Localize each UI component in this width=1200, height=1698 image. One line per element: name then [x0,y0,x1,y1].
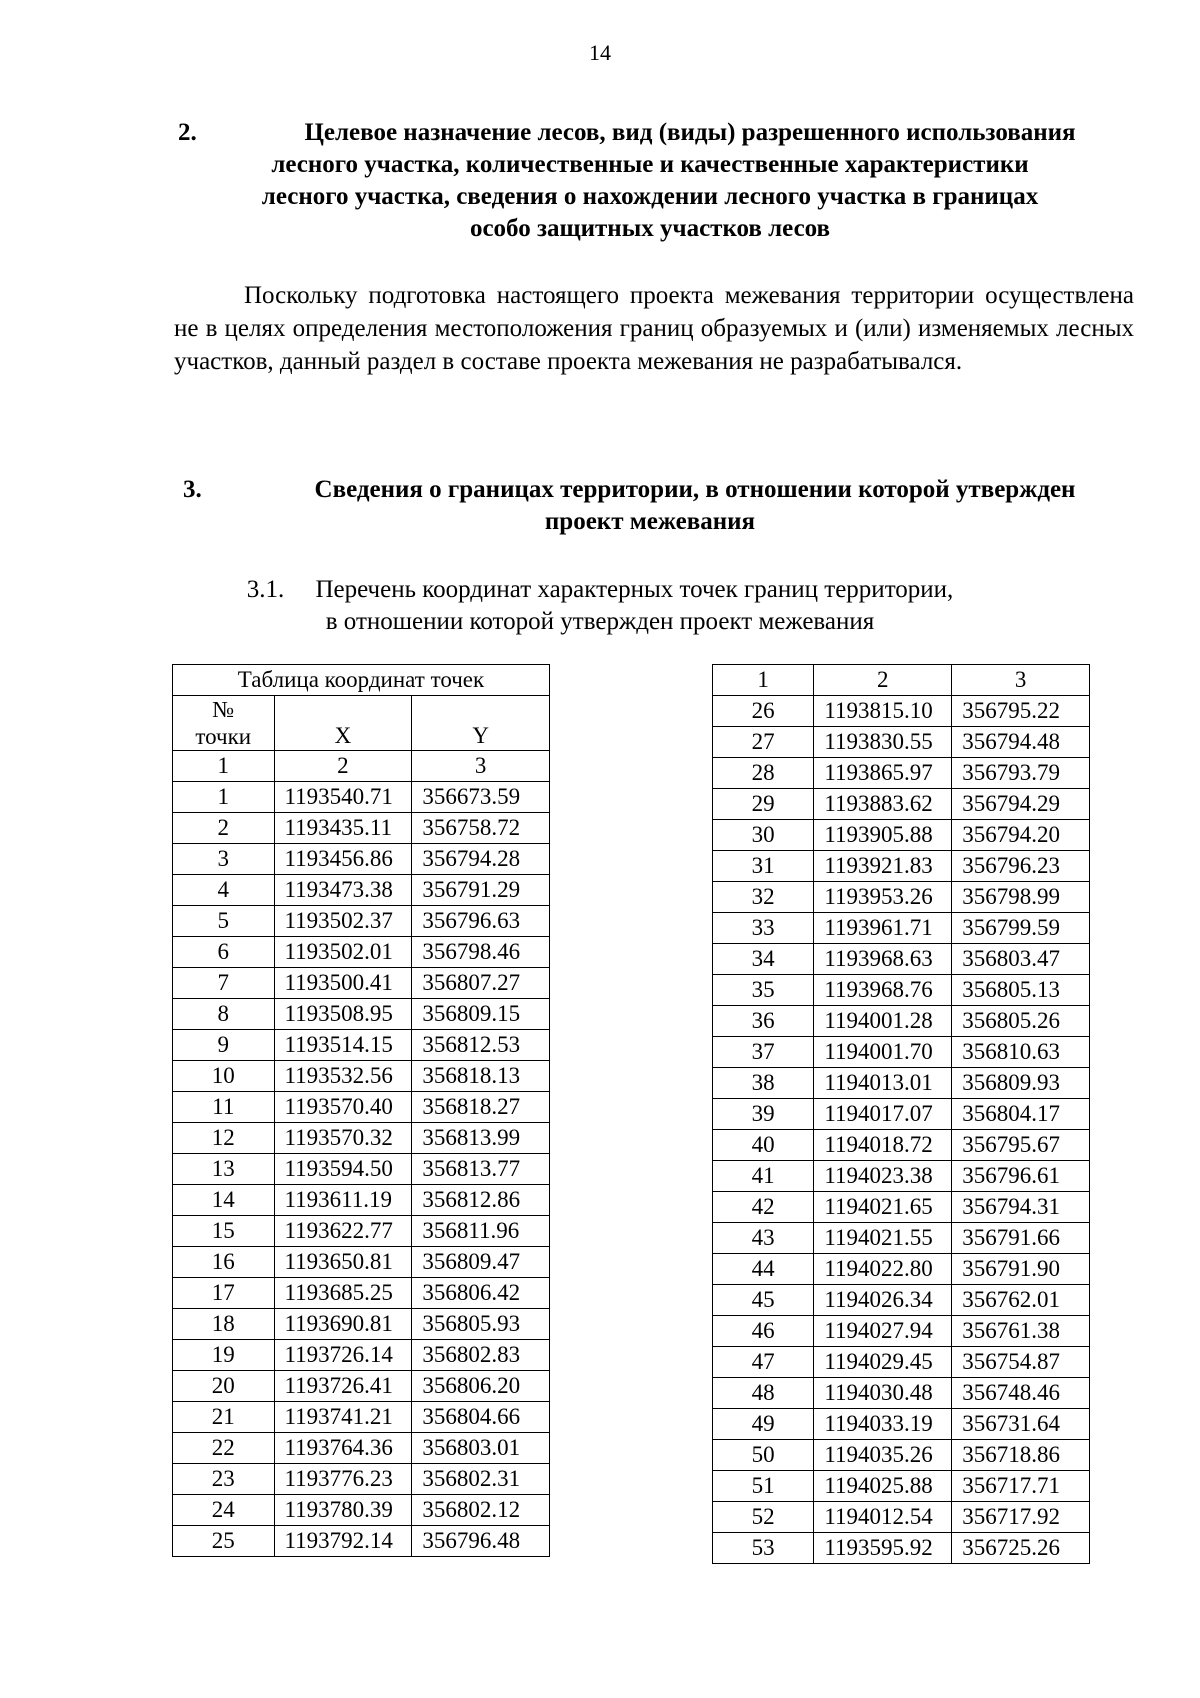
table-row [713,727,1090,758]
table-row [713,1316,1090,1347]
y-coordinate-cell: 356793.79 [952,758,1090,789]
table-row [713,851,1090,882]
section-3-number: 3. [183,476,202,503]
y-coordinate-cell: 356796.61 [952,1161,1090,1192]
x-coordinate-cell: 1193435.11 [274,813,412,844]
y-coordinate-cell: 356762.01 [952,1285,1090,1316]
point-number-cell: 44 [713,1254,814,1285]
table-row [713,1161,1090,1192]
point-number-cell: 14 [173,1185,275,1216]
y-coordinate-cell: 356717.92 [952,1502,1090,1533]
table-row [173,1030,550,1061]
y-coordinate-cell: 356718.86 [952,1440,1090,1471]
table-row [713,820,1090,851]
x-coordinate-cell: 1194021.55 [814,1223,952,1254]
table-row [713,1533,1090,1564]
table-row [713,1378,1090,1409]
x-coordinate-cell: 1194022.80 [814,1254,952,1285]
y-coordinate-cell: 356802.83 [412,1340,550,1371]
x-coordinate-cell: 1193776.23 [274,1464,412,1495]
y-coordinate-cell: 356809.15 [412,999,550,1030]
point-number-cell: 45 [713,1285,814,1316]
y-coordinate-cell: 356809.47 [412,1247,550,1278]
table-row [173,782,550,813]
point-number-cell: 21 [173,1402,275,1433]
y-coordinate-cell: 356794.28 [412,844,550,875]
subsection-3-1-line-1 [0,574,1200,606]
table-caption: Таблица координат точек [173,665,550,696]
y-coordinate-cell: 356725.26 [952,1533,1090,1564]
table-row [713,1471,1090,1502]
x-coordinate-cell: 1194033.19 [814,1409,952,1440]
x-coordinate-cell: 1193595.92 [814,1533,952,1564]
y-coordinate-cell: 356795.22 [952,696,1090,727]
y-coordinate-cell: 356802.31 [412,1464,550,1495]
coordinates-table-left [172,664,550,1557]
x-coordinate-cell: 1193764.36 [274,1433,412,1464]
column-number-row [173,751,550,782]
section-2-title-line-3: лесного участка, сведения о нахождении лесного участка в границах [261,183,1039,210]
x-coordinate-cell: 1194017.07 [814,1099,952,1130]
column-number-3: 3 [412,751,550,782]
table-row [713,1223,1090,1254]
subsection-3-1-number: 3.1. [246,576,285,603]
table-row [173,968,550,999]
table-header-row [173,696,550,751]
x-coordinate-cell: 1193502.01 [274,937,412,968]
y-coordinate-cell: 356794.31 [952,1192,1090,1223]
y-coordinate-cell: 356805.93 [412,1309,550,1340]
x-coordinate-cell: 1193921.83 [814,851,952,882]
table-row [713,758,1090,789]
x-coordinate-cell: 1193905.88 [814,820,952,851]
table-row [713,1254,1090,1285]
x-coordinate-cell: 1193741.21 [274,1402,412,1433]
point-number-cell: 52 [713,1502,814,1533]
y-coordinate-cell: 356799.59 [952,913,1090,944]
section-2-title-line-4: особо защитных участков лесов [469,215,831,242]
section-3-title-line-1: Сведения о границах территории, в отношении которой утвержден [314,476,1076,503]
table-row [173,1185,550,1216]
x-coordinate-cell: 1193650.81 [274,1247,412,1278]
table-row [173,844,550,875]
column-number-row [713,665,1090,696]
y-coordinate-cell: 356796.63 [412,906,550,937]
point-number-cell: 13 [173,1154,275,1185]
x-coordinate-cell: 1193968.76 [814,975,952,1006]
table-row [713,975,1090,1006]
x-coordinate-cell: 1194025.88 [814,1471,952,1502]
coordinates-table-right [712,664,1090,1564]
x-coordinate-cell: 1193532.56 [274,1061,412,1092]
page-number: 14 [589,40,611,65]
table-row [713,696,1090,727]
section-2-number: 2. [178,119,197,146]
x-coordinate-cell: 1194021.65 [814,1192,952,1223]
section-3-heading [0,474,1200,544]
column-number-3: 3 [952,665,1090,696]
y-coordinate-cell: 356804.17 [952,1099,1090,1130]
table-row [713,882,1090,913]
point-number-cell: 23 [173,1464,275,1495]
point-number-cell: 8 [173,999,275,1030]
column-number-2: 2 [274,751,412,782]
y-coordinate-cell: 356811.96 [412,1216,550,1247]
table-row [173,1433,550,1464]
point-number-cell: 41 [713,1161,814,1192]
point-number-cell: 29 [713,789,814,820]
point-number-cell: 53 [713,1533,814,1564]
point-number-cell: 5 [173,906,275,937]
table-row [173,1495,550,1526]
y-coordinate-cell: 356806.20 [412,1371,550,1402]
point-number-cell: 1 [173,782,275,813]
point-number-cell: 39 [713,1099,814,1130]
point-number-cell: 50 [713,1440,814,1471]
x-coordinate-cell: 1194001.28 [814,1006,952,1037]
table-caption-row [173,665,550,696]
point-label: точки [195,724,252,749]
point-number-cell: 20 [173,1371,275,1402]
table-row [173,1154,550,1185]
x-coordinate-cell: 1193865.97 [814,758,952,789]
y-coordinate-cell: 356798.99 [952,882,1090,913]
x-coordinate-cell: 1193726.14 [274,1340,412,1371]
x-coordinate-cell: 1193500.41 [274,968,412,999]
x-header: X [274,696,412,751]
point-number-cell: 48 [713,1378,814,1409]
table-row [173,1464,550,1495]
y-coordinate-cell: 356810.63 [952,1037,1090,1068]
y-coordinate-cell: 356812.86 [412,1185,550,1216]
point-number-cell: 10 [173,1061,275,1092]
point-number-cell: 9 [173,1030,275,1061]
y-coordinate-cell: 356812.53 [412,1030,550,1061]
x-coordinate-cell: 1193473.38 [274,875,412,906]
table-row [173,813,550,844]
y-coordinate-cell: 356791.66 [952,1223,1090,1254]
y-coordinate-cell: 356803.01 [412,1433,550,1464]
point-number-cell: 19 [173,1340,275,1371]
table-row [713,944,1090,975]
table-row [713,1099,1090,1130]
table-row [173,937,550,968]
x-coordinate-cell: 1194001.70 [814,1037,952,1068]
point-number-cell: 17 [173,1278,275,1309]
point-number-cell: 7 [173,968,275,999]
point-number-cell: 11 [173,1092,275,1123]
y-coordinate-cell: 356796.48 [412,1526,550,1557]
y-coordinate-cell: 356809.93 [952,1068,1090,1099]
point-number-cell: 46 [713,1316,814,1347]
x-coordinate-cell: 1193953.26 [814,882,952,913]
y-coordinate-cell: 356818.13 [412,1061,550,1092]
point-number-cell: 18 [173,1309,275,1340]
table-row [173,1402,550,1433]
table-row [713,1192,1090,1223]
table-row [173,1216,550,1247]
column-number-1: 1 [713,665,814,696]
y-coordinate-cell: 356798.46 [412,937,550,968]
point-number-cell: 26 [713,696,814,727]
y-header: Y [412,696,550,751]
x-coordinate-cell: 1193508.95 [274,999,412,1030]
y-coordinate-cell: 356794.48 [952,727,1090,758]
y-coordinate-cell: 356791.29 [412,875,550,906]
y-coordinate-cell: 356717.71 [952,1471,1090,1502]
table-row [173,875,550,906]
point-number-cell: 27 [713,727,814,758]
x-coordinate-cell: 1193792.14 [274,1526,412,1557]
table-row [173,906,550,937]
section-2-title-line-1: Целевое назначение лесов, вид (виды) разрешенного использования [304,119,1076,146]
table-row [713,1037,1090,1068]
y-coordinate-cell: 356761.38 [952,1316,1090,1347]
y-coordinate-cell: 356791.90 [952,1254,1090,1285]
x-coordinate-cell: 1193570.32 [274,1123,412,1154]
point-number-cell: 4 [173,875,275,906]
x-coordinate-cell: 1193830.55 [814,727,952,758]
y-coordinate-cell: 356805.26 [952,1006,1090,1037]
table-row [173,1526,550,1557]
table-row [173,1340,550,1371]
point-number-cell: 40 [713,1130,814,1161]
y-coordinate-cell: 356758.72 [412,813,550,844]
number-sign: № [212,697,235,722]
y-coordinate-cell: 356804.66 [412,1402,550,1433]
x-coordinate-cell: 1193780.39 [274,1495,412,1526]
point-number-cell: 22 [173,1433,275,1464]
x-coordinate-cell: 1193594.50 [274,1154,412,1185]
point-number-header [173,696,275,751]
y-coordinate-cell: 356754.87 [952,1347,1090,1378]
point-number-cell: 24 [173,1495,275,1526]
table-row [173,1278,550,1309]
y-coordinate-cell: 356802.12 [412,1495,550,1526]
point-number-cell: 36 [713,1006,814,1037]
table-row [713,1440,1090,1471]
y-coordinate-cell: 356806.42 [412,1278,550,1309]
point-number-cell: 25 [173,1526,275,1557]
point-number-cell: 6 [173,937,275,968]
point-number-cell: 28 [713,758,814,789]
x-coordinate-cell: 1193456.86 [274,844,412,875]
section-2-heading [0,117,1200,247]
x-coordinate-cell: 1194027.94 [814,1316,952,1347]
y-coordinate-cell: 356803.47 [952,944,1090,975]
x-coordinate-cell: 1193514.15 [274,1030,412,1061]
point-number-cell: 33 [713,913,814,944]
column-number-2: 2 [814,665,952,696]
point-number-cell: 37 [713,1037,814,1068]
point-number-cell: 30 [713,820,814,851]
point-number-cell: 47 [713,1347,814,1378]
table-row [713,1409,1090,1440]
table-row [713,1068,1090,1099]
table-row [713,789,1090,820]
point-number-cell: 34 [713,944,814,975]
point-number-cell: 32 [713,882,814,913]
column-number-1: 1 [173,751,275,782]
point-number-cell: 38 [713,1068,814,1099]
point-number-cell: 31 [713,851,814,882]
table-row [173,1061,550,1092]
y-coordinate-cell: 356813.99 [412,1123,550,1154]
y-coordinate-cell: 356673.59 [412,782,550,813]
point-number-cell: 49 [713,1409,814,1440]
x-coordinate-cell: 1193685.25 [274,1278,412,1309]
x-coordinate-cell: 1194035.26 [814,1440,952,1471]
section-2-title-line-2: лесного участка, количественные и качественные характеристики [271,151,1029,178]
y-coordinate-cell: 356748.46 [952,1378,1090,1409]
section-2-paragraph [174,279,1134,378]
point-number-cell: 42 [713,1192,814,1223]
x-coordinate-cell: 1193502.37 [274,906,412,937]
table-row [713,1006,1090,1037]
table-row [713,1285,1090,1316]
x-coordinate-cell: 1193968.63 [814,944,952,975]
x-coordinate-cell: 1194012.54 [814,1502,952,1533]
x-coordinate-cell: 1193540.71 [274,782,412,813]
subsection-3-1-line-2: в отношении которой утвержден проект межевания [325,608,875,635]
table-row [173,999,550,1030]
y-coordinate-cell: 356818.27 [412,1092,550,1123]
y-coordinate-cell: 356805.13 [952,975,1090,1006]
point-number-cell: 12 [173,1123,275,1154]
table-row [713,1130,1090,1161]
x-coordinate-cell: 1193883.62 [814,789,952,820]
table-row [173,1247,550,1278]
section-3-title-line-2: проект межевания [544,508,756,535]
x-coordinate-cell: 1193570.40 [274,1092,412,1123]
point-number-cell: 3 [173,844,275,875]
y-coordinate-cell: 356731.64 [952,1409,1090,1440]
x-coordinate-cell: 1193690.81 [274,1309,412,1340]
y-coordinate-cell: 356813.77 [412,1154,550,1185]
x-coordinate-cell: 1193726.41 [274,1371,412,1402]
section-2-paragraph-text: Поскольку подготовка настоящего проекта межевания территории осуществлена не в целях определения местоположения границ образуемых и (или) изменяемых лесных участков, данный раздел в составе проекта межевания не разрабатывался. [174,282,1134,375]
y-coordinate-cell: 356796.23 [952,851,1090,882]
table-row [713,1502,1090,1533]
subsection-3-1-title-line-1: Перечень координат характерных точек границ территории, [315,576,954,603]
x-coordinate-cell: 1193961.71 [814,913,952,944]
x-coordinate-cell: 1194023.38 [814,1161,952,1192]
x-coordinate-cell: 1193815.10 [814,696,952,727]
point-number-cell: 16 [173,1247,275,1278]
table-row [713,1347,1090,1378]
y-coordinate-cell: 356794.20 [952,820,1090,851]
point-number-cell: 2 [173,813,275,844]
x-coordinate-cell: 1194029.45 [814,1347,952,1378]
point-number-cell: 43 [713,1223,814,1254]
x-coordinate-cell: 1194013.01 [814,1068,952,1099]
table-row [173,1123,550,1154]
point-number-cell: 51 [713,1471,814,1502]
table-row [173,1309,550,1340]
y-coordinate-cell: 356794.29 [952,789,1090,820]
x-coordinate-cell: 1194018.72 [814,1130,952,1161]
table-row [713,913,1090,944]
x-coordinate-cell: 1193622.77 [274,1216,412,1247]
y-coordinate-cell: 356807.27 [412,968,550,999]
point-number-cell: 15 [173,1216,275,1247]
y-coordinate-cell: 356795.67 [952,1130,1090,1161]
table-row [173,1371,550,1402]
x-coordinate-cell: 1194030.48 [814,1378,952,1409]
x-coordinate-cell: 1194026.34 [814,1285,952,1316]
x-coordinate-cell: 1193611.19 [274,1185,412,1216]
point-number-cell: 35 [713,975,814,1006]
table-row [173,1092,550,1123]
